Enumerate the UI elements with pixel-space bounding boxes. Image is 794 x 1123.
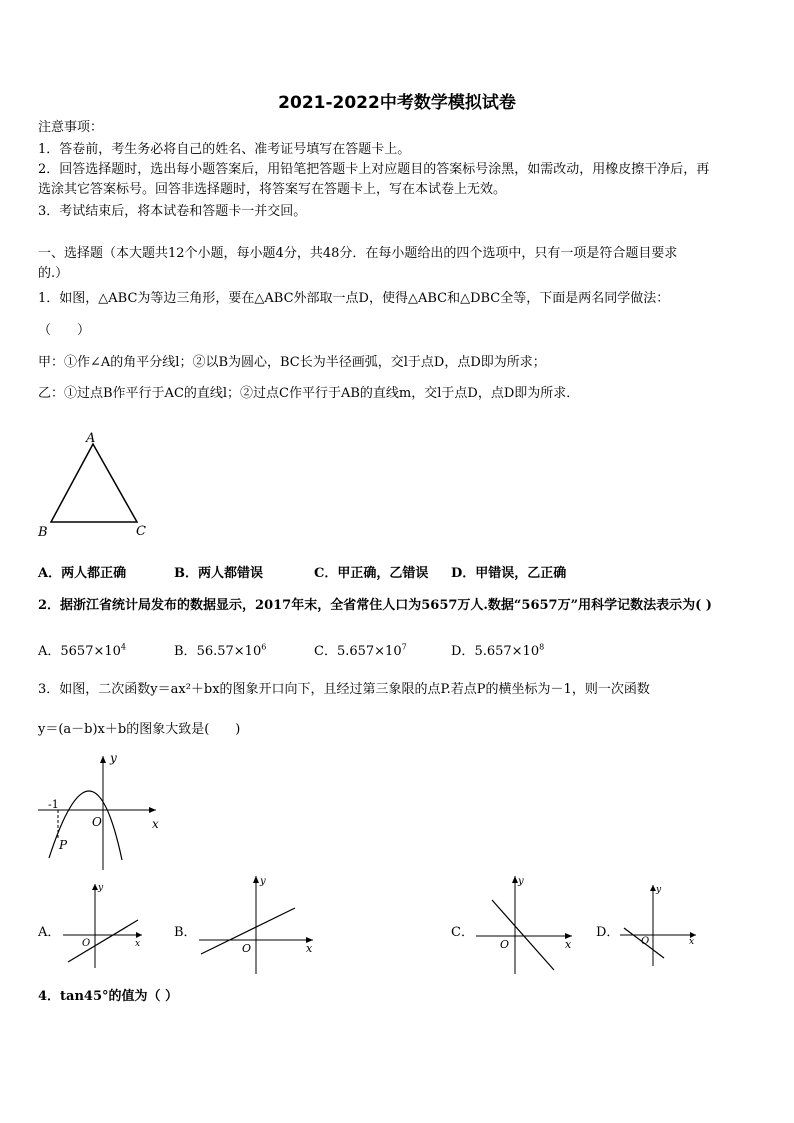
notice-item-3: 3．考试结束后，将本试卷和答题卡一并交回。	[38, 204, 307, 219]
q2-option-a-base: 5657×10	[60, 644, 121, 659]
q3-origin-label: O	[92, 815, 102, 829]
q2-option-d-exp: 8	[539, 642, 545, 652]
q3a-o: O	[82, 938, 91, 949]
q3-y-label: y	[110, 751, 117, 765]
q1-stem: 1．如图，△ABC为等边三角形，要在△ABC外部取一点D，使得△ABC和△DBC全等，下面是两名同学做法：	[38, 291, 670, 306]
q3-option-c[interactable]: C．	[451, 925, 474, 940]
notice-item-2: 2．回答选择题时，选出每小题答案后，用铅笔把答题卡上对应题目的答案标号涂黑，如需改动，用橡皮擦干净后，再	[38, 162, 710, 177]
q1-option-c[interactable]: C．甲正确，乙错误	[314, 566, 429, 581]
q2-option-c[interactable]	[314, 640, 407, 659]
q1-option-a[interactable]: A．两人都正确	[38, 566, 127, 581]
q2-option-a[interactable]	[38, 640, 126, 659]
q2-option-b-exp: 6	[261, 642, 267, 652]
q2-option-c-exp: 7	[401, 642, 407, 652]
section-heading-line1: 一、选择题（本大题共12个小题，每小题4分，共48分．在每小题给出的四个选项中，只有一项是符合题目要求	[38, 246, 678, 261]
q3c-o: O	[500, 938, 510, 951]
q3d-x: x	[689, 937, 695, 947]
page-title: 2021-2022中考数学模拟试卷	[278, 93, 516, 113]
q2-option-b-base: 56.57×10	[196, 644, 262, 659]
q3-x-label: x	[152, 817, 159, 831]
label-C: C	[136, 524, 146, 539]
q3-option-a-graph	[60, 878, 150, 970]
q2-option-d-label: D．	[451, 644, 475, 659]
q3a-y: y	[98, 883, 104, 893]
section-heading-line2: 的.）	[38, 266, 69, 281]
q4-stem: 4．tan45°的值为（ ）	[38, 989, 179, 1004]
q3d-o: O	[641, 936, 650, 947]
q3-parabola-figure	[30, 748, 170, 878]
q1-method-yi: 乙：①过点B作平行于AC的直线l；②过点C作平行于AB的直线m，交l于点D，点D即为所求．	[38, 386, 580, 401]
notice-item-2-cont: 选涂其它答案标号。回答非选择题时，将答案写在答题卡上，写在本试卷上无效。	[38, 182, 507, 197]
q2-option-c-base: 5.657×10	[336, 644, 402, 659]
q3-option-b[interactable]: B．	[174, 925, 197, 940]
q1-triangle-figure	[36, 428, 156, 540]
q3b-y: y	[260, 876, 266, 887]
q3d-y: y	[656, 885, 662, 895]
q1-answer-paren: （ ）	[38, 323, 91, 338]
q3-option-d-graph	[618, 880, 700, 968]
label-B: B	[38, 525, 48, 540]
q3-option-d[interactable]: D．	[596, 925, 620, 940]
label-A: A	[86, 431, 96, 446]
q3-p-label: P	[59, 838, 68, 852]
q3b-o: O	[242, 942, 252, 955]
q2-option-c-label: C．	[314, 644, 337, 659]
q2-option-d[interactable]	[451, 640, 544, 659]
q3a-x: x	[135, 939, 141, 949]
q2-option-a-exp: 4	[120, 642, 127, 652]
q1-method-jia: 甲：①作∠A的角平分线l；②以B为圆心，BC长为半径画弧，交l于点D，点D即为所求；	[38, 355, 546, 370]
notice-item-1: 1．答卷前，考生务必将自己的姓名、准考证号填写在答题卡上。	[38, 142, 411, 157]
notice-heading: 注意事项：	[38, 120, 104, 135]
q1-option-d[interactable]: D．甲错误，乙正确	[451, 566, 567, 581]
q2-option-b[interactable]	[174, 640, 266, 659]
q3c-x: x	[565, 938, 572, 951]
q2-option-d-base: 5.657×10	[474, 644, 540, 659]
q2-stem: 2．据浙江省统计局发布的数据显示，2017年末，全省常住人口为5657万人.数据“5657万”用科学记数法表示为( )	[38, 598, 712, 613]
q3-neg1-label: -1	[48, 798, 59, 811]
q1-option-b[interactable]: B．两人都错误	[174, 566, 263, 581]
q3c-y: y	[518, 876, 524, 887]
q3b-x: x	[306, 942, 313, 955]
q3-option-c-graph	[472, 870, 577, 976]
q2-option-a-label: A．	[38, 644, 61, 659]
q3-option-b-graph	[195, 870, 320, 976]
q3-stem-cont: y＝(a－b)x＋b的图象大致是( )	[38, 722, 241, 737]
q2-option-b-label: B．	[174, 644, 197, 659]
q3-stem: 3．如图，二次函数y＝ax²＋bx的图象开口向下，且经过第三象限的点P.若点P的横坐标为－1，则一次函数	[38, 682, 650, 697]
q3-option-a[interactable]: A．	[38, 925, 61, 940]
